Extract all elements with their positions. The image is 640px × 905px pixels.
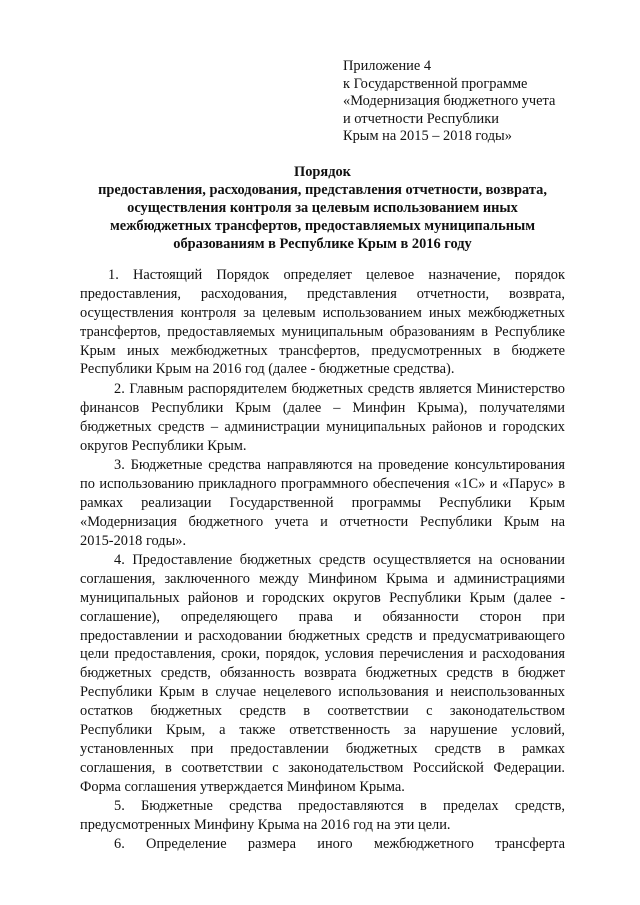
paragraph-line: соглашения, в соответствии с законодательством Российской Федерации. [80, 759, 565, 776]
appendix-line: и отчетности Республики [343, 110, 499, 127]
paragraph-line: остатков бюджетных средств в соответствии с законодательством [80, 703, 565, 720]
paragraph-line: 1. Настоящий Порядок определяет целевое назначение, порядок [108, 267, 565, 283]
paragraph-line: финансов Республики Крым (далее – Минфин Крыма), получателями [80, 399, 565, 416]
title-line: предоставления, расходования, представления отчетности, возврата, [98, 182, 547, 198]
paragraph-line: бюджетных средств, обязанность возврата бюджетных средств в бюджет [80, 665, 565, 682]
title-line: Порядок [294, 164, 351, 180]
paragraph-line: предоставления, расходования, представления отчетности, возврата, [80, 285, 565, 302]
paragraph-line: 3. Бюджетные средства направляются на проведение консультирования [114, 457, 565, 473]
appendix-line: Приложение 4 [343, 58, 432, 74]
appendix-line: к Государственной программе [343, 75, 528, 92]
paragraph-line: цели предоставления, сроки, порядок, условия перечисления и расходования [80, 646, 565, 663]
paragraph-5 [80, 797, 565, 835]
paragraph-line: округов Республики Крым. [80, 437, 247, 454]
paragraph-line: Республики Крым, а также ответственность за нарушение условий, [80, 722, 565, 739]
paragraph-line: установленных при предоставлении бюджетных средств в рамках [80, 740, 565, 757]
paragraph-line: 2. Главным распорядителем бюджетных средств является Министерство [114, 381, 565, 397]
paragraph-line: соглашение), определяющего права и обязанности сторон при [80, 608, 565, 625]
paragraph-line: 4. Предоставление бюджетных средств осуществляется на основании [114, 552, 565, 568]
paragraph-line: «Модернизация бюджетного учета и отчетности Республики Крым на [80, 513, 565, 530]
appendix-header [343, 58, 603, 146]
title-line: межбюджетных трансфертов, предоставляемых муниципальным [109, 218, 536, 234]
paragraph-line: Крым иных межбюджетных трансфертов, предусмотренных в бюджете [80, 342, 565, 359]
paragraph-line: муниципальных районов и городских округов Республики Крым (далее - [80, 589, 565, 606]
paragraph-line: предоставлении и расходовании бюджетных средств и предусматривающего [80, 627, 565, 644]
paragraph-line: бюджетных средств – администрации муниципальных районов и городских [80, 418, 565, 435]
paragraph-line: 6. Определение размера иного межбюджетного трансферта [114, 836, 565, 852]
paragraph-2 [80, 380, 565, 456]
paragraph-1 [80, 266, 565, 379]
paragraph-line: предусмотренных Минфину Крыма на 2016 год на эти цели. [80, 816, 451, 833]
paragraph-line: трансфертов, предоставляемых муниципальным образованиям в Республике [80, 323, 565, 340]
paragraph-line: Республики Крым в случае нецелевого использования и неиспользованных [80, 684, 565, 701]
paragraph-line: по использованию прикладного программного обеспечения «1С» и «Парус» в [80, 475, 565, 492]
document-title [80, 163, 565, 253]
paragraph-6 [80, 835, 565, 854]
title-line: образованиям в Республике Крым в 2016 году [173, 236, 472, 252]
paragraph-line: 2015-2018 годы». [80, 532, 187, 549]
paragraph-line: 5. Бюджетные средства предоставляются в пределах средств, [114, 798, 565, 814]
paragraph-line: Форма соглашения утверждается Минфином Крыма. [80, 778, 405, 795]
paragraph-line: осуществления контроля за целевым использованием иных межбюджетных [80, 304, 565, 321]
appendix-line: Крым на 2015 – 2018 годы» [343, 128, 512, 144]
paragraph-line: соглашения, заключенного между Минфином Крыма и администрациями [80, 570, 565, 587]
appendix-line: «Модернизация бюджетного учета [343, 93, 556, 109]
title-line: осуществления контроля за целевым использованием иных [127, 200, 518, 216]
paragraph-line: рамках реализации Государственной программы Республики Крым [80, 494, 565, 511]
paragraph-line: Республики Крым на 2016 год (далее - бюджетные средства). [80, 361, 455, 378]
paragraph-4 [80, 551, 565, 797]
paragraph-3 [80, 456, 565, 550]
